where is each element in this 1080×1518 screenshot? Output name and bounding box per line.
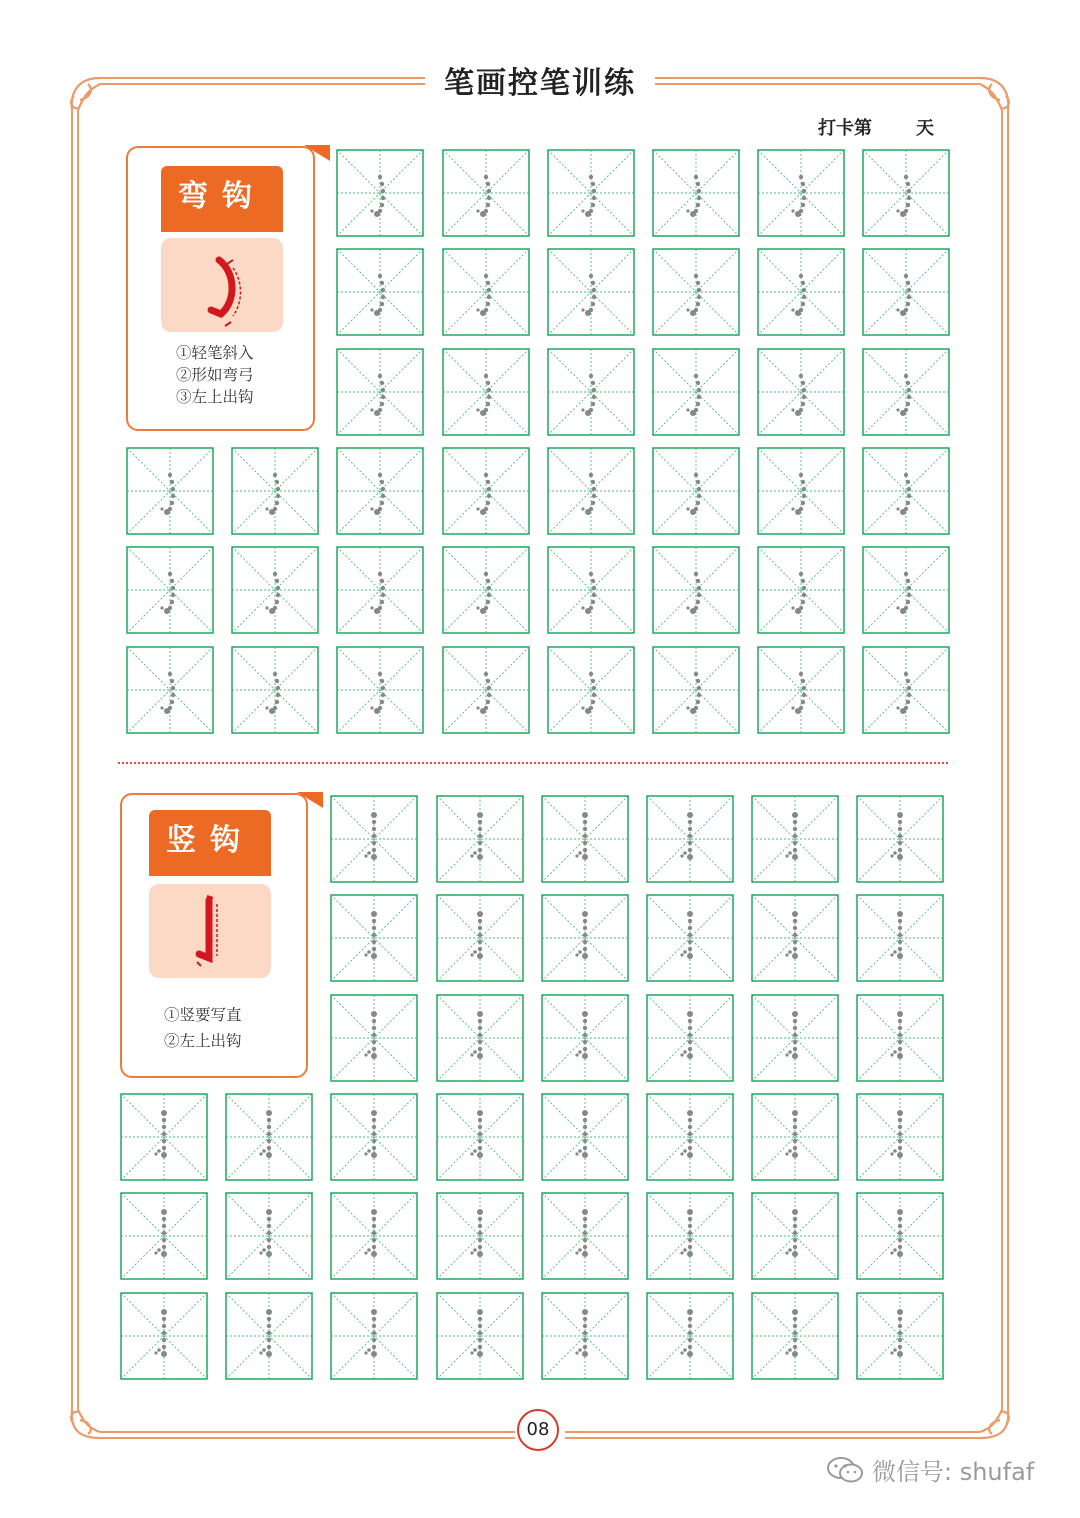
practice-cell[interactable] [330, 1192, 418, 1280]
vertical-hook-demo-icon [149, 884, 271, 978]
practice-cell[interactable] [330, 894, 418, 982]
practice-cell[interactable] [757, 149, 845, 237]
practice-cell[interactable] [120, 1192, 208, 1280]
practice-cell[interactable] [757, 248, 845, 336]
checkin-suffix: 天 [916, 118, 934, 139]
practice-cell[interactable] [231, 447, 319, 535]
stroke-demo-2 [149, 884, 271, 978]
practice-cell[interactable] [336, 646, 424, 734]
watermark [826, 1452, 1034, 1487]
practice-cell[interactable] [336, 546, 424, 634]
card-corner-2 [297, 792, 323, 808]
practice-cell[interactable] [862, 646, 950, 734]
watermark-text: 微信号: shufaf [872, 1458, 1035, 1486]
tip-item: ②形如弯弓 [176, 366, 254, 384]
curved-hook-demo-icon [161, 238, 283, 332]
tip-item: ①竖要写直 [164, 1006, 242, 1024]
practice-cell[interactable] [547, 546, 635, 634]
practice-cell[interactable] [436, 1093, 524, 1181]
practice-cell[interactable] [126, 447, 214, 535]
page-title: 笔画控笔训练 [430, 58, 650, 102]
practice-cell[interactable] [120, 1292, 208, 1380]
practice-cell[interactable] [541, 1093, 629, 1181]
practice-cell[interactable] [547, 248, 635, 336]
practice-cell[interactable] [541, 795, 629, 883]
practice-cell[interactable] [547, 149, 635, 237]
practice-cell[interactable] [646, 1093, 734, 1181]
practice-cell[interactable] [646, 894, 734, 982]
practice-cell[interactable] [652, 248, 740, 336]
practice-cell[interactable] [231, 646, 319, 734]
practice-cell[interactable] [330, 1093, 418, 1181]
practice-cell[interactable] [225, 1093, 313, 1181]
practice-cell[interactable] [436, 795, 524, 883]
practice-cell[interactable] [336, 149, 424, 237]
stroke-name-1: 弯钩 [161, 166, 283, 232]
practice-cell[interactable] [541, 894, 629, 982]
section-divider [118, 762, 948, 764]
practice-cell[interactable] [442, 646, 530, 734]
practice-cell[interactable] [652, 646, 740, 734]
practice-cell[interactable] [126, 546, 214, 634]
practice-cell[interactable] [442, 546, 530, 634]
checkin-prefix: 打卡第 [818, 118, 872, 139]
practice-cell[interactable] [547, 447, 635, 535]
card-corner-1 [304, 145, 330, 161]
practice-cell[interactable] [757, 546, 845, 634]
stroke-tips-2 [164, 1002, 242, 1054]
practice-cell[interactable] [646, 1292, 734, 1380]
practice-cell[interactable] [751, 1292, 839, 1380]
practice-cell[interactable] [547, 646, 635, 734]
practice-cell[interactable] [541, 994, 629, 1082]
tip-item: ②左上出钩 [164, 1032, 242, 1050]
practice-cell[interactable] [751, 795, 839, 883]
practice-cell[interactable] [856, 1292, 944, 1380]
tip-item: ③左上出钩 [176, 388, 254, 406]
stroke-tips-1 [176, 342, 254, 408]
practice-cell[interactable] [231, 546, 319, 634]
practice-cell[interactable] [225, 1192, 313, 1280]
practice-cell[interactable] [126, 646, 214, 734]
practice-cell[interactable] [751, 1192, 839, 1280]
practice-cell[interactable] [442, 447, 530, 535]
practice-cell[interactable] [862, 447, 950, 535]
practice-cell[interactable] [436, 1192, 524, 1280]
practice-cell[interactable] [757, 447, 845, 535]
practice-cell[interactable] [757, 348, 845, 436]
practice-cell[interactable] [751, 1093, 839, 1181]
practice-cell[interactable] [330, 994, 418, 1082]
practice-cell[interactable] [541, 1192, 629, 1280]
practice-cell[interactable] [757, 646, 845, 734]
practice-cell[interactable] [856, 795, 944, 883]
practice-cell[interactable] [652, 447, 740, 535]
stroke-name-2: 竖钩 [149, 810, 271, 876]
practice-cell[interactable] [336, 348, 424, 436]
stroke-demo-1 [161, 238, 283, 332]
practice-cell[interactable] [336, 447, 424, 535]
practice-cell[interactable] [436, 894, 524, 982]
practice-cell[interactable] [646, 1192, 734, 1280]
page-number: 08 [517, 1409, 559, 1451]
practice-cell[interactable] [862, 546, 950, 634]
wechat-icon [826, 1455, 866, 1485]
practice-cell[interactable] [751, 994, 839, 1082]
practice-cell[interactable] [856, 1192, 944, 1280]
tip-item: ①轻笔斜入 [176, 344, 254, 362]
practice-cell[interactable] [442, 248, 530, 336]
practice-cell[interactable] [330, 1292, 418, 1380]
practice-cell[interactable] [862, 348, 950, 436]
practice-cell[interactable] [751, 894, 839, 982]
practice-cell[interactable] [862, 248, 950, 336]
practice-cell[interactable] [856, 994, 944, 1082]
practice-cell[interactable] [436, 994, 524, 1082]
practice-cell[interactable] [646, 795, 734, 883]
practice-cell[interactable] [442, 149, 530, 237]
practice-cell[interactable] [541, 1292, 629, 1380]
practice-cell[interactable] [862, 149, 950, 237]
practice-cell[interactable] [120, 1093, 208, 1181]
practice-cell[interactable] [547, 348, 635, 436]
practice-cell[interactable] [856, 1093, 944, 1181]
practice-cell[interactable] [652, 546, 740, 634]
practice-cell[interactable] [652, 149, 740, 237]
practice-cell[interactable] [652, 348, 740, 436]
practice-cell[interactable] [336, 248, 424, 336]
practice-cell[interactable] [330, 795, 418, 883]
practice-cell[interactable] [856, 894, 944, 982]
practice-cell[interactable] [436, 1292, 524, 1380]
checkin-label [818, 114, 934, 140]
practice-cell[interactable] [646, 994, 734, 1082]
practice-cell[interactable] [442, 348, 530, 436]
practice-cell[interactable] [225, 1292, 313, 1380]
